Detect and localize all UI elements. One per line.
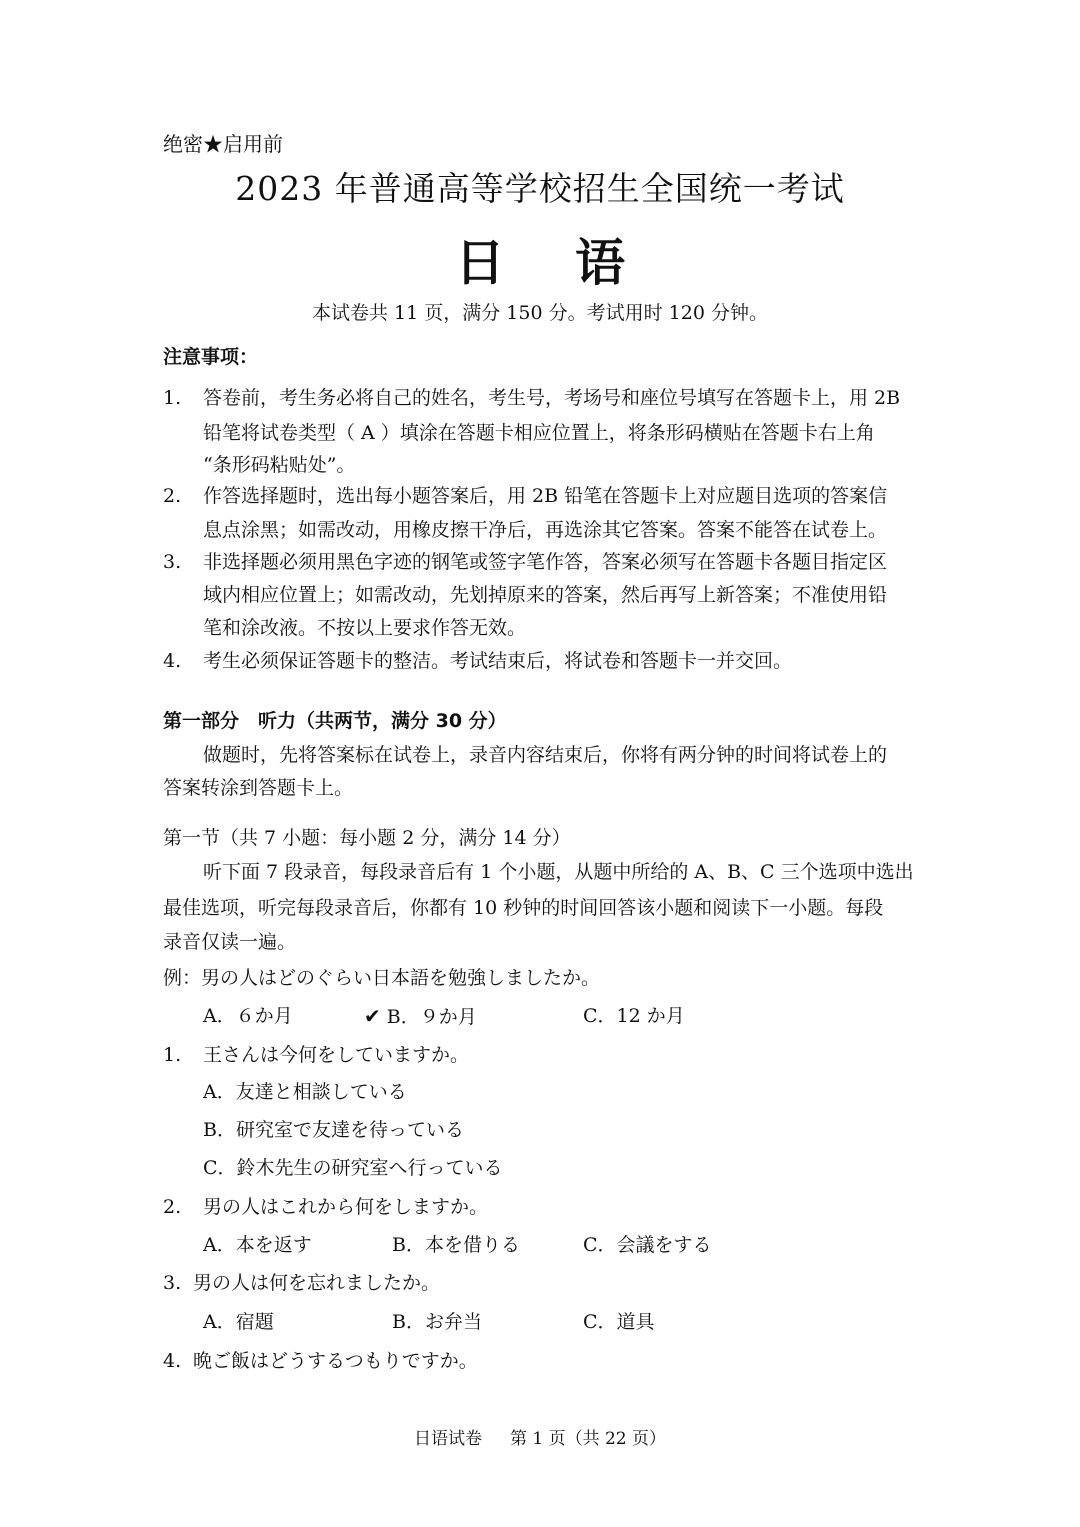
question-option: B．お弁当 — [392, 1311, 482, 1333]
notice-item-line: 非选择题必须用黑色字迹的钢笔或签字笔作答，答案必须写在答题卡各题目指定区 — [203, 551, 888, 573]
part1-instruction-line: 做题时，先将答案标在试卷上，录音内容结束后，你将有两分钟的时间将试卷上的 — [203, 744, 888, 766]
question-option: C．道具 — [583, 1311, 655, 1333]
question-text: 晩ご飯はどうするつもりですか。 — [193, 1350, 478, 1372]
notice-item-number: 2. — [163, 485, 182, 507]
notice-item-line: “条形码粘贴处”。 — [203, 454, 356, 476]
question-option: A．友達と相談している — [203, 1081, 407, 1103]
check-mark-icon: ✔ — [364, 1004, 381, 1028]
notice-title: 注意事项： — [163, 346, 259, 368]
question-number: 2. — [163, 1196, 182, 1218]
example-question: 例：男の人はどのぐらい日本語を勉強しましたか。 — [163, 967, 601, 989]
question-option: A．宿題 — [203, 1311, 274, 1333]
section1-instruction-line: 录音仅读一遍。 — [163, 931, 297, 953]
confidential-label: 绝密★启用前 — [163, 132, 283, 156]
notice-item-line: 息点涂黑；如需改动，用橡皮擦干净后，再选涂其它答案。答案不能答在试卷上。 — [203, 519, 888, 541]
notice-item-line: 铅笔将试卷类型（ A ）填涂在答题卡相应位置上，将条形码横贴在答题卡右上角 — [203, 422, 875, 444]
footer-subject-label: 日语试卷 — [413, 1429, 482, 1449]
example-option-c: C．12 か月 — [583, 1005, 685, 1027]
notice-item-number: 4. — [163, 650, 182, 672]
section1-title: 第一节（共 7 小题：每小题 2 分，满分 14 分） — [163, 827, 571, 849]
notice-item-line: 考生必须保证答题卡的整洁。考试结束后，将试卷和答题卡一并交回。 — [203, 650, 793, 672]
notice-item-line: 域内相应位置上；如需改动，先划掉原来的答案，然后再写上新答案；不准使用铅 — [203, 584, 888, 606]
question-text: 男の人は何を忘れましたか。 — [193, 1272, 441, 1294]
notice-item-number: 1. — [163, 387, 182, 409]
exam-info: 本试卷共 11 页，满分 150 分。考试用时 120 分钟。 — [312, 302, 768, 324]
question-option: B．本を借りる — [392, 1234, 520, 1256]
question-text: 男の人はこれから何をしますか。 — [203, 1196, 489, 1218]
example-option-a: A．６か月 — [203, 1005, 293, 1027]
notice-item-number: 3. — [163, 551, 182, 573]
question-number: 4. — [163, 1350, 182, 1372]
section1-instruction-line: 最佳选项，听完每段录音后，你都有 10 秒钟的时间回答该小题和阅读下一小题。每段 — [163, 897, 884, 919]
question-text: 王さんは今何をしていますか。 — [203, 1044, 470, 1066]
question-option: B．研究室で友達を待っている — [203, 1119, 464, 1141]
page-footer — [0, 1424, 1080, 1449]
question-number: 3. — [163, 1272, 182, 1294]
part1-title: 第一部分 听力（共两节，满分 30 分） — [163, 710, 507, 732]
notice-item-line: 答卷前，考生务必将自己的姓名，考生号，考场号和座位号填写在答题卡上，用 2B — [203, 387, 901, 409]
question-option: C．鈴木先生の研究室へ行っている — [203, 1157, 503, 1179]
exam-title: 2023 年普通高等学校招生全国统一考试 — [235, 169, 845, 208]
question-option: A．本を返す — [203, 1234, 312, 1256]
part1-instruction-line: 答案转涂到答题卡上。 — [163, 777, 354, 799]
question-number: 1. — [163, 1044, 182, 1066]
section1-instruction-line: 听下面 7 段录音，每段录音后有 1 个小题，从题中所给的 A、B、C 三个选项中选出 — [203, 861, 914, 883]
footer-page-label: 第 1 页（共 22 页） — [509, 1429, 667, 1449]
subject-title: 日语 — [455, 234, 695, 292]
notice-item-line: 作答选择题时，选出每小题答案后，用 2B 铅笔在答题卡上对应题目选项的答案信 — [203, 485, 888, 507]
example-option-b-wrapper — [364, 1004, 477, 1029]
example-option-b: B．９か月 — [386, 1006, 477, 1028]
notice-item-line: 笔和涂改液。不按以上要求作答无效。 — [203, 617, 527, 639]
question-option: C．会議をする — [583, 1234, 712, 1256]
